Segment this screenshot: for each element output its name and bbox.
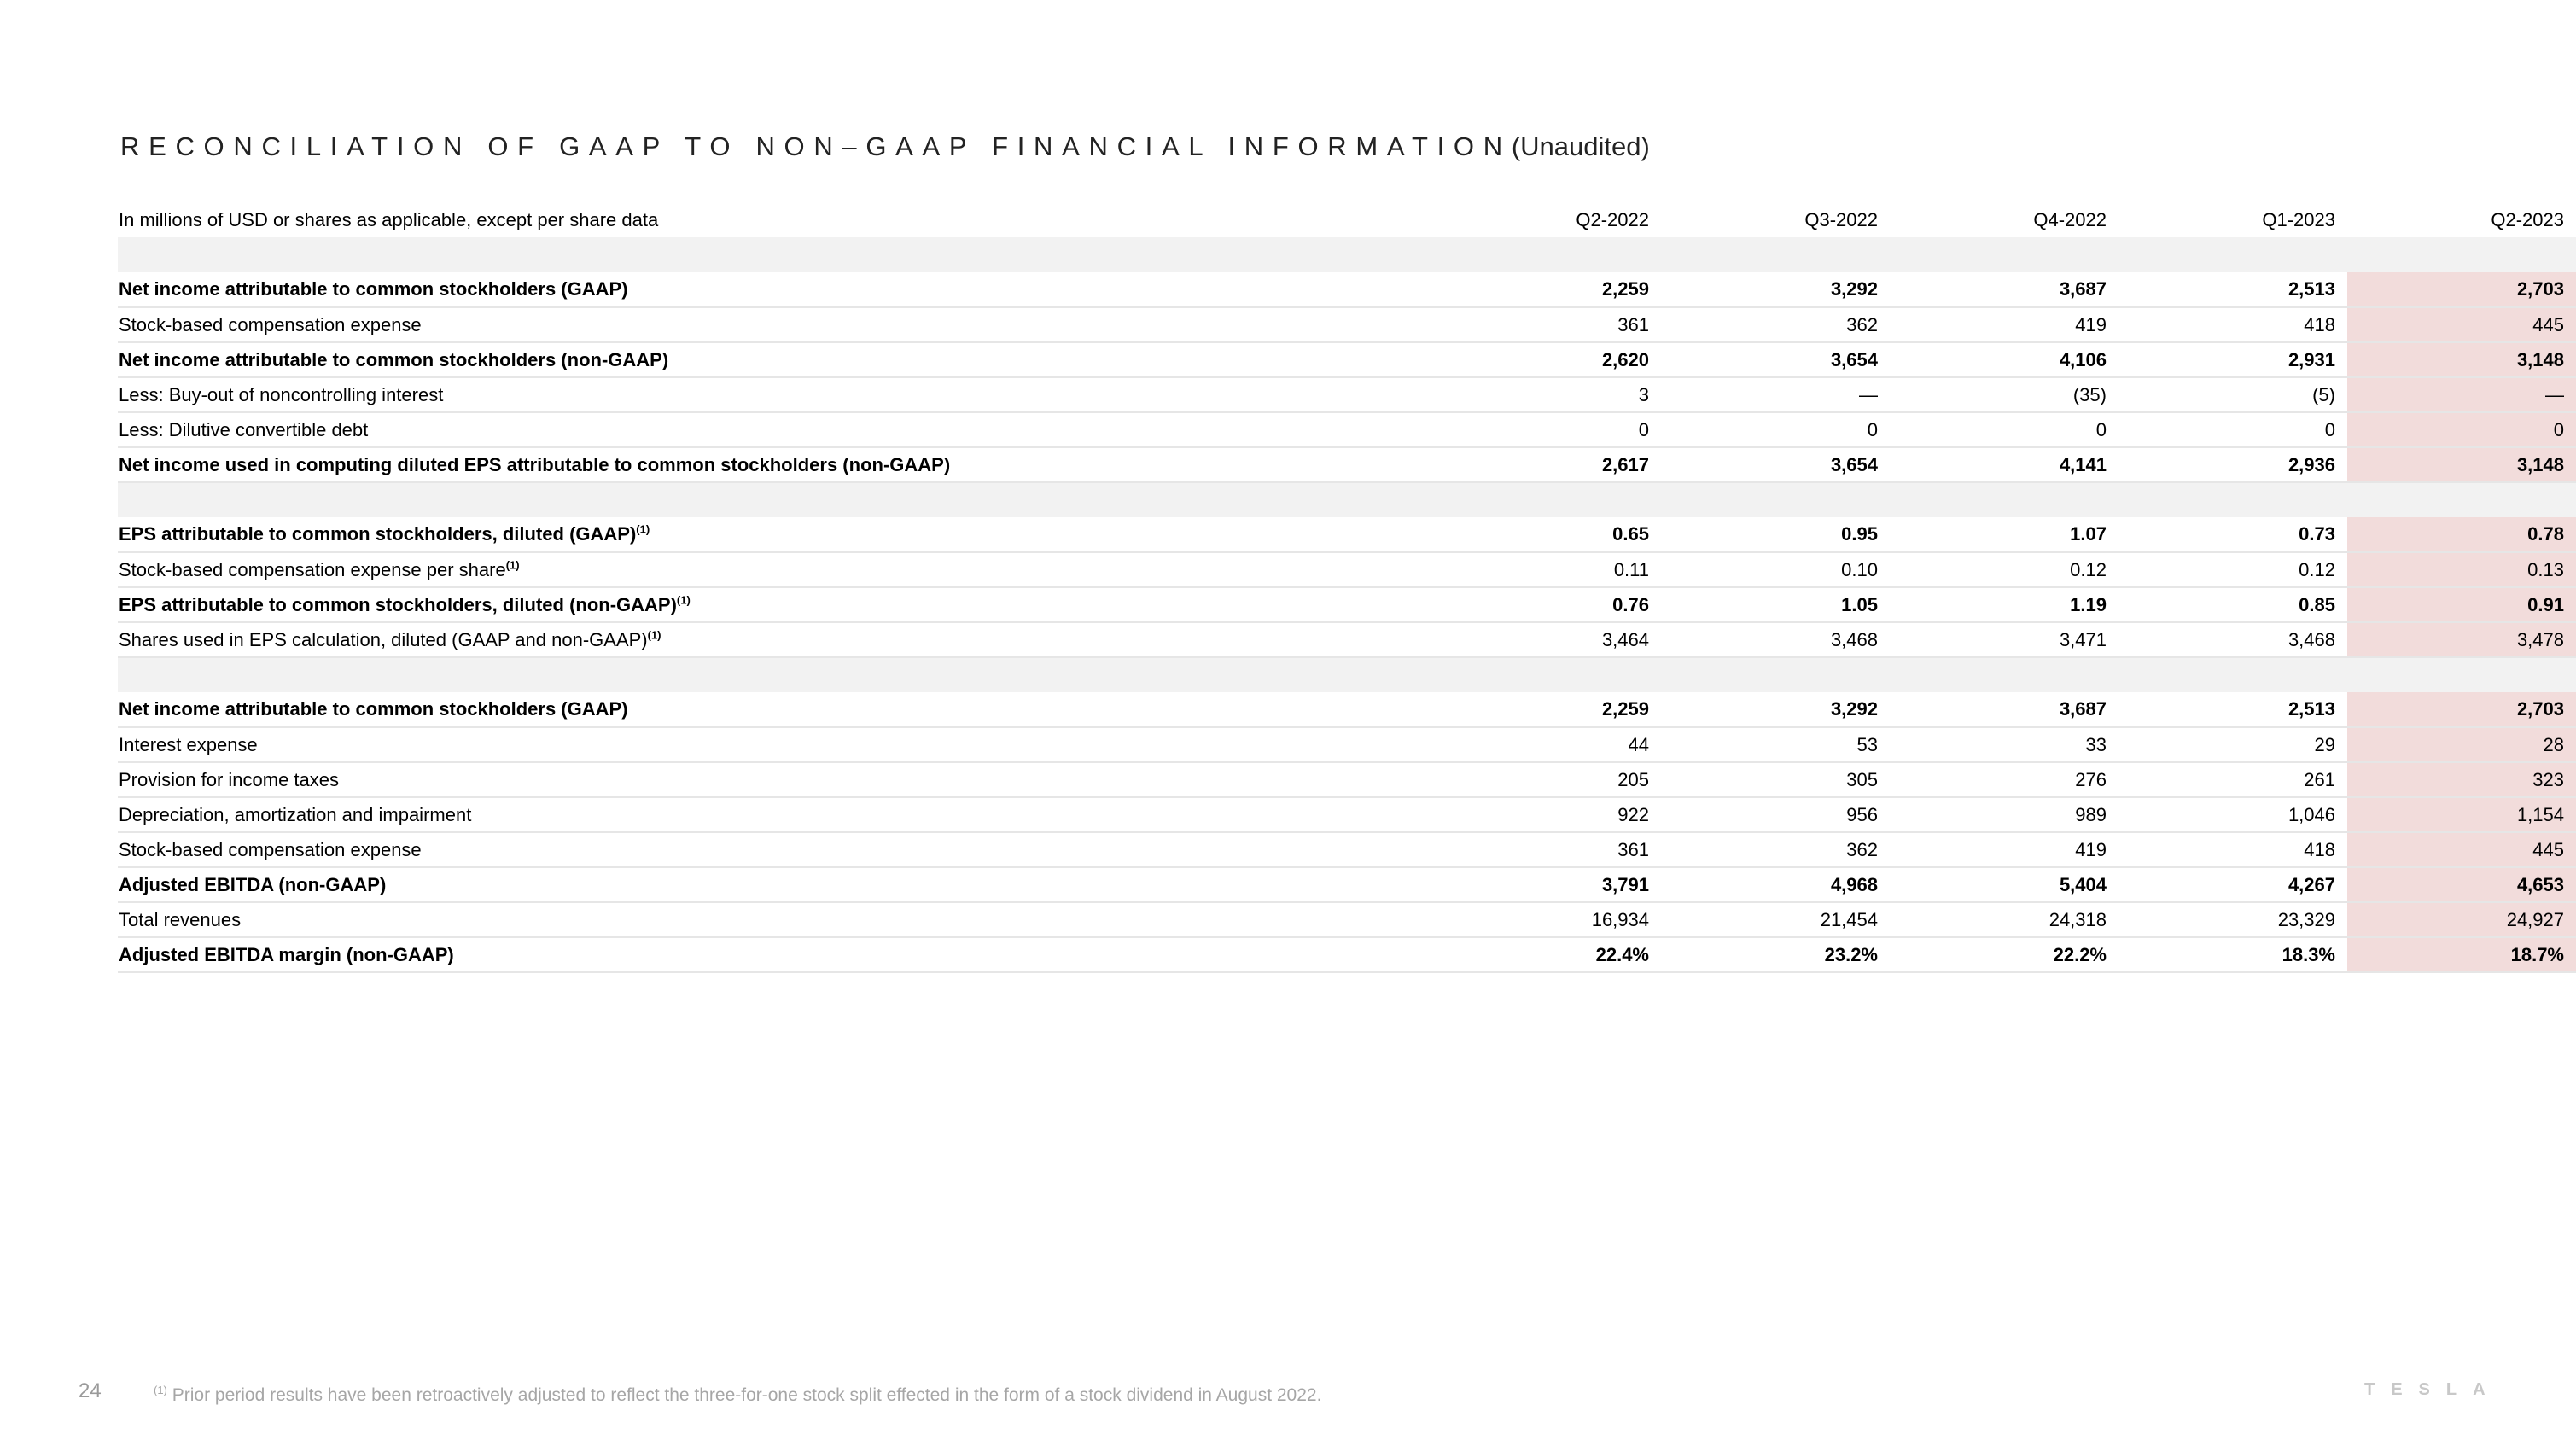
column-header: Q2-2023 bbox=[2491, 209, 2564, 230]
footnote-reference: (1) bbox=[647, 628, 661, 642]
value-cell: 18.3% bbox=[2118, 937, 2347, 972]
value-cell: 2,617 bbox=[1432, 447, 1661, 482]
value-cell: 305 bbox=[1661, 762, 1890, 797]
value-cell: 0.65 bbox=[1432, 517, 1661, 552]
value-cell: 2,703 bbox=[2347, 272, 2576, 307]
value-cell: 0 bbox=[2347, 412, 2576, 447]
footnote-marker: (1) bbox=[154, 1384, 167, 1396]
value-cell: 44 bbox=[1432, 727, 1661, 762]
spacer-cell bbox=[2118, 237, 2347, 272]
section-spacer bbox=[118, 657, 2576, 692]
value-cell: 23.2% bbox=[1661, 937, 1890, 972]
row-label bbox=[118, 937, 1432, 972]
value-cell: 2,259 bbox=[1432, 272, 1661, 307]
spacer-cell bbox=[118, 237, 1432, 272]
page-number: 24 bbox=[79, 1379, 102, 1402]
row-label-text: Net income attributable to common stockholders (GAAP) bbox=[119, 278, 628, 300]
value-cell: 3,687 bbox=[1890, 272, 2118, 307]
table-row bbox=[118, 762, 2576, 797]
table-header-row bbox=[118, 203, 2576, 237]
value-cell: 3,464 bbox=[1432, 622, 1661, 657]
value-cell: 2,703 bbox=[2347, 692, 2576, 727]
value-cell: 445 bbox=[2347, 832, 2576, 867]
table-row bbox=[118, 517, 2576, 552]
value-cell: 1,046 bbox=[2118, 797, 2347, 832]
value-cell: 3,654 bbox=[1661, 342, 1890, 377]
value-cell: 22.2% bbox=[1890, 937, 2118, 972]
table-row bbox=[118, 867, 2576, 902]
value-cell: 2,620 bbox=[1432, 342, 1661, 377]
footnote-reference: (1) bbox=[676, 593, 691, 607]
value-cell: 3,478 bbox=[2347, 622, 2576, 657]
value-cell: (5) bbox=[2118, 377, 2347, 412]
spacer-cell bbox=[2347, 482, 2576, 517]
spacer-cell bbox=[1661, 237, 1890, 272]
value-cell: 0 bbox=[1890, 412, 2118, 447]
row-label-text: Net income attributable to common stockholders (non-GAAP) bbox=[119, 348, 669, 370]
page-title-main: RECONCILIATION OF GAAP TO NON–GAAP FINANCIAL INFORMATION bbox=[120, 131, 1512, 161]
table-row bbox=[118, 727, 2576, 762]
value-cell: 1.19 bbox=[1890, 587, 2118, 622]
value-cell: 3,468 bbox=[2118, 622, 2347, 657]
value-cell: 3,791 bbox=[1432, 867, 1661, 902]
value-cell: 1.05 bbox=[1661, 587, 1890, 622]
value-cell: 261 bbox=[2118, 762, 2347, 797]
value-cell: 0.76 bbox=[1432, 587, 1661, 622]
row-label bbox=[118, 272, 1432, 307]
row-label-text: Less: Buy-out of noncontrolling interest bbox=[119, 383, 444, 405]
row-label-text: EPS attributable to common stockholders, diluted (GAAP) bbox=[119, 523, 637, 545]
value-cell: — bbox=[1661, 377, 1890, 412]
column-header: Q4-2022 bbox=[2033, 209, 2107, 230]
spacer-cell bbox=[1432, 237, 1661, 272]
unit-label: In millions of USD or shares as applicable, except per share data bbox=[119, 209, 659, 230]
reconciliation-table bbox=[118, 203, 2576, 973]
table-row bbox=[118, 587, 2576, 622]
column-header: Q1-2023 bbox=[2262, 209, 2335, 230]
table-row bbox=[118, 902, 2576, 937]
value-cell: 0.12 bbox=[2118, 552, 2347, 587]
spacer-cell bbox=[2347, 237, 2576, 272]
table-row bbox=[118, 937, 2576, 972]
table-row bbox=[118, 692, 2576, 727]
table-row bbox=[118, 342, 2576, 377]
value-cell: 361 bbox=[1432, 307, 1661, 342]
value-cell: 3 bbox=[1432, 377, 1661, 412]
spacer-cell bbox=[1432, 482, 1661, 517]
value-cell: 24,927 bbox=[2347, 902, 2576, 937]
row-label-text: Interest expense bbox=[119, 733, 258, 755]
row-label-text: Provision for income taxes bbox=[119, 768, 339, 790]
column-header: Q2-2022 bbox=[1576, 209, 1649, 230]
value-cell: 2,513 bbox=[2118, 272, 2347, 307]
row-label bbox=[118, 587, 1432, 622]
value-cell: 16,934 bbox=[1432, 902, 1661, 937]
value-cell: 0.73 bbox=[2118, 517, 2347, 552]
row-label-text: Stock-based compensation expense per share bbox=[119, 558, 506, 580]
row-label bbox=[118, 622, 1432, 657]
value-cell: 276 bbox=[1890, 762, 2118, 797]
section-spacer bbox=[118, 482, 2576, 517]
spacer-cell bbox=[118, 482, 1432, 517]
table-row bbox=[118, 412, 2576, 447]
value-cell: (35) bbox=[1890, 377, 2118, 412]
footnote-reference: (1) bbox=[505, 558, 520, 572]
value-cell: — bbox=[2347, 377, 2576, 412]
table-body bbox=[118, 237, 2576, 972]
value-cell: 4,106 bbox=[1890, 342, 2118, 377]
value-cell: 0.91 bbox=[2347, 587, 2576, 622]
value-cell: 22.4% bbox=[1432, 937, 1661, 972]
value-cell: 418 bbox=[2118, 832, 2347, 867]
table-row bbox=[118, 797, 2576, 832]
row-label-text: Depreciation, amortization and impairment bbox=[119, 803, 472, 825]
value-cell: 4,968 bbox=[1661, 867, 1890, 902]
row-label bbox=[118, 342, 1432, 377]
row-label bbox=[118, 377, 1432, 412]
value-cell: 362 bbox=[1661, 832, 1890, 867]
table-row bbox=[118, 272, 2576, 307]
value-cell: 24,318 bbox=[1890, 902, 2118, 937]
value-cell: 419 bbox=[1890, 307, 2118, 342]
spacer-cell bbox=[1432, 657, 1661, 692]
value-cell: 3,468 bbox=[1661, 622, 1890, 657]
row-label bbox=[118, 552, 1432, 587]
spacer-cell bbox=[1661, 482, 1890, 517]
row-label-text: Net income attributable to common stockholders (GAAP) bbox=[119, 698, 628, 720]
value-cell: 18.7% bbox=[2347, 937, 2576, 972]
page-title bbox=[120, 131, 1650, 162]
value-cell: 0 bbox=[1432, 412, 1661, 447]
value-cell: 21,454 bbox=[1661, 902, 1890, 937]
row-label-text: Adjusted EBITDA margin (non-GAAP) bbox=[119, 943, 454, 965]
value-cell: 0.85 bbox=[2118, 587, 2347, 622]
value-cell: 3,687 bbox=[1890, 692, 2118, 727]
page-title-subtitle: (Unaudited) bbox=[1511, 131, 1650, 161]
value-cell: 0.95 bbox=[1661, 517, 1890, 552]
value-cell: 29 bbox=[2118, 727, 2347, 762]
row-label bbox=[118, 867, 1432, 902]
value-cell: 53 bbox=[1661, 727, 1890, 762]
row-label bbox=[118, 517, 1432, 552]
spacer-cell bbox=[1661, 657, 1890, 692]
footnote-text: Prior period results have been retroactively adjusted to reflect the three-for-one stock split effected in the form of a stock dividend in August 2022. bbox=[172, 1385, 1322, 1405]
table-row bbox=[118, 377, 2576, 412]
row-label-text: Stock-based compensation expense bbox=[119, 838, 422, 860]
value-cell: 5,404 bbox=[1890, 867, 2118, 902]
row-label-text: EPS attributable to common stockholders, diluted (non-GAAP) bbox=[119, 593, 677, 615]
value-cell: 2,931 bbox=[2118, 342, 2347, 377]
value-cell: 3,292 bbox=[1661, 272, 1890, 307]
value-cell: 3,148 bbox=[2347, 447, 2576, 482]
row-label-text: Net income used in computing diluted EPS attributable to common stockholders (non-GAAP) bbox=[119, 453, 951, 475]
value-cell: 989 bbox=[1890, 797, 2118, 832]
column-header: Q3-2022 bbox=[1804, 209, 1878, 230]
value-cell: 956 bbox=[1661, 797, 1890, 832]
value-cell: 3,292 bbox=[1661, 692, 1890, 727]
value-cell: 922 bbox=[1432, 797, 1661, 832]
footnote bbox=[154, 1385, 1321, 1406]
row-label bbox=[118, 447, 1432, 482]
spacer-cell bbox=[1890, 482, 2118, 517]
value-cell: 3,654 bbox=[1661, 447, 1890, 482]
value-cell: 4,267 bbox=[2118, 867, 2347, 902]
row-label-text: Less: Dilutive convertible debt bbox=[119, 418, 369, 440]
row-label bbox=[118, 307, 1432, 342]
value-cell: 3,471 bbox=[1890, 622, 2118, 657]
row-label bbox=[118, 797, 1432, 832]
value-cell: 361 bbox=[1432, 832, 1661, 867]
row-label bbox=[118, 902, 1432, 937]
section-spacer bbox=[118, 237, 2576, 272]
table-row bbox=[118, 447, 2576, 482]
value-cell: 33 bbox=[1890, 727, 2118, 762]
footnote-reference: (1) bbox=[636, 522, 650, 536]
row-label bbox=[118, 692, 1432, 727]
row-label bbox=[118, 412, 1432, 447]
value-cell: 0.12 bbox=[1890, 552, 2118, 587]
value-cell: 2,513 bbox=[2118, 692, 2347, 727]
value-cell: 1.07 bbox=[1890, 517, 2118, 552]
value-cell: 0 bbox=[2118, 412, 2347, 447]
value-cell: 3,148 bbox=[2347, 342, 2576, 377]
row-label bbox=[118, 727, 1432, 762]
value-cell: 4,141 bbox=[1890, 447, 2118, 482]
spacer-cell bbox=[2118, 657, 2347, 692]
value-cell: 419 bbox=[1890, 832, 2118, 867]
row-label bbox=[118, 762, 1432, 797]
table-row bbox=[118, 832, 2576, 867]
spacer-cell bbox=[1890, 237, 2118, 272]
table-row bbox=[118, 307, 2576, 342]
table-row bbox=[118, 552, 2576, 587]
row-label-text: Total revenues bbox=[119, 908, 242, 930]
row-label-text: Shares used in EPS calculation, diluted (GAAP and non-GAAP) bbox=[119, 628, 648, 650]
value-cell: 23,329 bbox=[2118, 902, 2347, 937]
tesla-logo: TESLA bbox=[2364, 1380, 2502, 1399]
value-cell: 1,154 bbox=[2347, 797, 2576, 832]
value-cell: 0.13 bbox=[2347, 552, 2576, 587]
spacer-cell bbox=[2347, 657, 2576, 692]
row-label bbox=[118, 832, 1432, 867]
value-cell: 362 bbox=[1661, 307, 1890, 342]
value-cell: 445 bbox=[2347, 307, 2576, 342]
row-label-text: Adjusted EBITDA (non-GAAP) bbox=[119, 873, 387, 895]
value-cell: 4,653 bbox=[2347, 867, 2576, 902]
value-cell: 418 bbox=[2118, 307, 2347, 342]
value-cell: 0.78 bbox=[2347, 517, 2576, 552]
value-cell: 2,259 bbox=[1432, 692, 1661, 727]
row-label-text: Stock-based compensation expense bbox=[119, 313, 422, 335]
spacer-cell bbox=[2118, 482, 2347, 517]
value-cell: 28 bbox=[2347, 727, 2576, 762]
value-cell: 0.10 bbox=[1661, 552, 1890, 587]
value-cell: 0.11 bbox=[1432, 552, 1661, 587]
spacer-cell bbox=[118, 657, 1432, 692]
value-cell: 2,936 bbox=[2118, 447, 2347, 482]
value-cell: 323 bbox=[2347, 762, 2576, 797]
value-cell: 0 bbox=[1661, 412, 1890, 447]
value-cell: 205 bbox=[1432, 762, 1661, 797]
table-row bbox=[118, 622, 2576, 657]
spacer-cell bbox=[1890, 657, 2118, 692]
